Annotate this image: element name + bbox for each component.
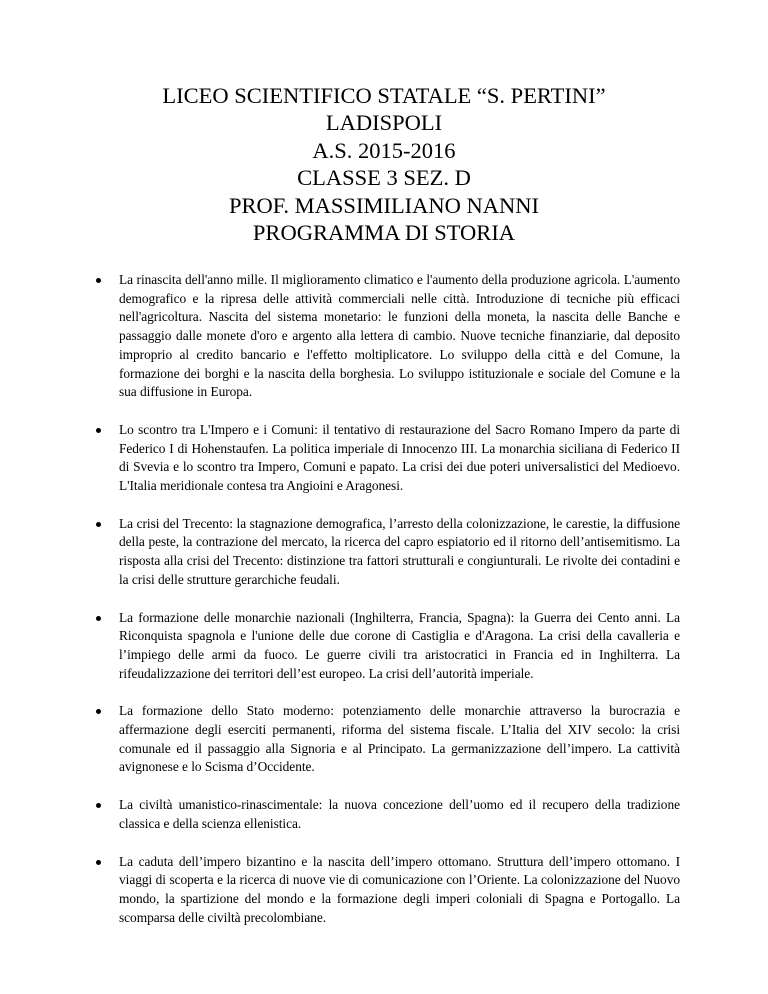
program-item-text: La formazione dello Stato moderno: potenziamento delle monarchie attraverso la burocrazia e affermazione degli eserciti permanenti, riforma del sistema fiscale. L’Italia del XIV secolo: la crisi comunale ed il passaggio alla Signoria e al Principato. La germanizzazione dell’impero. La cattività avignonese e lo Scisma d’Occidente. [119, 703, 680, 775]
program-item-text: La formazione delle monarchie nazionali (Inghilterra, Francia, Spagna): la Guerra dei Cento anni. La Riconquista spagnola e l'unione delle due corone di Castiglia e d'Aragona. La crisi della cavalleria e l’impiego delle armi da fuoco. Le guerre civili tra aristocratici in Francia ed in Inghilterra. La rifeudalizzazione dei territori dell’est europeo. La crisi dell’autorità imperiale. [119, 609, 680, 681]
program-item [0, 609, 768, 684]
school-city: LADISPOLI [325, 110, 443, 136]
school-year: A.S. 2015-2016 [312, 137, 456, 163]
bullet-icon [96, 803, 101, 808]
bullet-icon [96, 278, 101, 283]
bullet-icon [96, 522, 101, 527]
program-item-text: La crisi del Trecento: la stagnazione demografica, l’arresto della colonizzazione, le carestie, la diffusione della peste, la contrazione del mercato, la ricerca del capro espiatorio ed il ritorno dell’antisemitismo. La risposta alla crisi del Trecento: distinzione tra fattori strutturali e congiunturali. Le rivolte dei contadini e la crisi delle strutture gerarchiche feudali. [119, 515, 680, 587]
document-title: PROGRAMMA DI STORIA [252, 220, 516, 246]
bullet-icon [96, 860, 101, 865]
program-item [0, 271, 768, 402]
program-item [0, 702, 768, 777]
class-section: CLASSE 3 SEZ. D [297, 165, 471, 191]
program-item [0, 796, 768, 833]
program-item [0, 853, 768, 928]
program-item-text: La civiltà umanistico-rinascimentale: la nuova concezione dell’uomo ed il recupero della tradizione classica e della scienza ellenistica. [119, 797, 680, 831]
document-header [0, 82, 768, 246]
teacher-name: PROF. MASSIMILIANO NANNI [228, 192, 540, 218]
bullet-icon [96, 428, 101, 433]
program-item-text: La caduta dell’impero bizantino e la nascita dell’impero ottomano. Struttura dell’impero ottomano. I viaggi di scoperta e la ricerca di nuove vie di comunicazione con l’Oriente. La colonizzazione del Nuovo mondo, la spartizione del mondo e la formazione degli imperi coloniali di Spagna e Portogallo. La scomparsa delle civiltà precolombiane. [119, 853, 680, 925]
program-item [0, 421, 768, 496]
program-item [0, 515, 768, 590]
program-item-text: La rinascita dell'anno mille. Il miglioramento climatico e l'aumento della produzione agricola. L'aumento demografico e la ripresa delle attività commerciali nelle città. Introduzione di tecniche più efficaci nell'agricoltura. Nascita del sistema monetario: le funzioni della moneta, la nascita delle Banche e passaggio dalle monete d'oro e argento alla lettera di cambio. Nuove tecniche finanziarie, dal deposito improprio al credito bancario e l'effetto moltiplicatore. Lo sviluppo della città e del Comune, la formazione dei borghi e la nascita della borghesia. Lo sviluppo istituzionale e sociale del Comune e la sua diffusione in Europa. [119, 272, 680, 400]
bullet-icon [96, 616, 101, 621]
program-list [0, 271, 768, 946]
program-item-text: Lo scontro tra L'Impero e i Comuni: il tentativo di restaurazione del Sacro Romano Impero da parte di Federico I di Hohenstaufen. La politica imperiale di Innocenzo III. La monarchia siciliana di Federico II di Svevia e lo scontro tra Impero, Comuni e papato. La crisi dei due poteri universalistici del Medioevo. L'Italia meridionale contesa tra Angioini e Aragonesi. [119, 421, 680, 494]
bullet-icon [96, 709, 101, 714]
school-name: LICEO SCIENTIFICO STATALE “S. PERTINI” [162, 83, 606, 108]
